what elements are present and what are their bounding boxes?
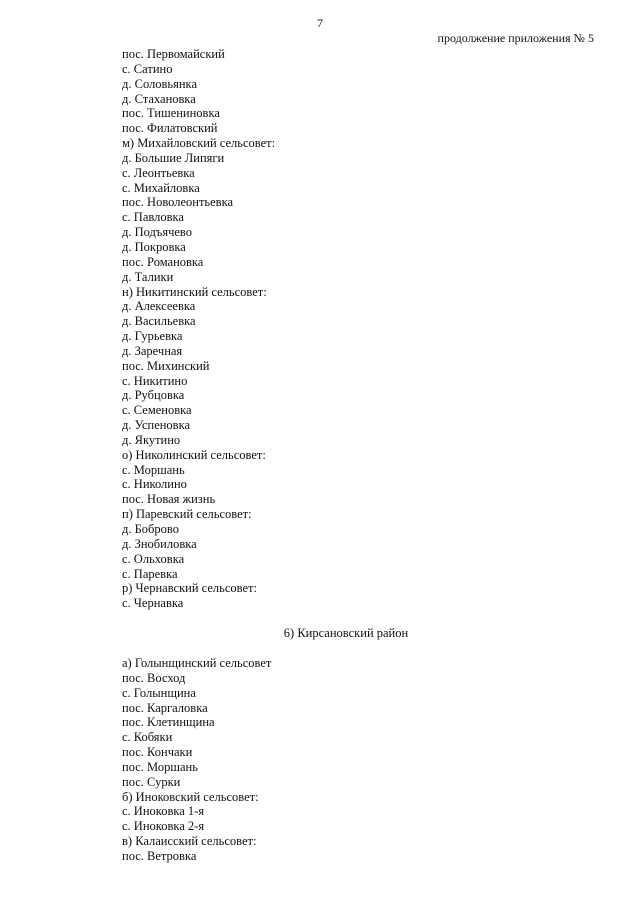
list-item: с. Иноковка 1-я	[122, 804, 205, 819]
list-item: с. Семеновка	[122, 403, 192, 418]
settlement-list-2	[122, 656, 271, 864]
list-item: пос. Михинский	[122, 358, 210, 373]
list-item: с. Паревка	[122, 566, 178, 581]
council-heading: а) Голынщинский сельсовет	[122, 656, 272, 670]
list-item: с. Кобяки	[122, 730, 173, 745]
settlement-list-1	[122, 47, 275, 611]
list-item: с. Ольховка	[122, 551, 185, 566]
list-item: д. Соловьянка	[122, 76, 197, 91]
list-item: пос. Кончаки	[122, 745, 193, 760]
appendix-continuation-note: продолжение приложения № 5	[437, 31, 594, 45]
page-number: 7	[317, 16, 323, 30]
council-heading: п) Паревский сельсовет:	[122, 507, 252, 522]
list-item: д. Заречная	[122, 343, 183, 358]
list-item: пос. Восход	[122, 670, 186, 685]
list-item: с. Голынщина	[122, 685, 196, 700]
list-item: д. Алексеевка	[122, 299, 196, 314]
list-item: пос. Новая жизнь	[122, 492, 216, 507]
list-item: д. Гурьевка	[122, 329, 183, 344]
list-item: с. Чернавка	[122, 596, 184, 611]
list-item: пос. Моршань	[122, 759, 198, 774]
council-heading: м) Михайловский сельсовет:	[122, 136, 276, 151]
list-item: пос. Тишениновка	[122, 106, 220, 121]
section-heading: 6) Кирсановский район	[283, 626, 409, 640]
list-item: д. Успеновка	[122, 418, 191, 433]
list-item: д. Якутино	[122, 432, 181, 447]
list-item: пос. Филатовский	[122, 121, 218, 136]
list-item: с. Леонтьевка	[122, 165, 195, 180]
list-item: д. Талики	[122, 269, 174, 284]
list-item: с. Сатино	[122, 61, 173, 76]
council-heading: р) Чернавский сельсовет:	[122, 581, 257, 596]
list-item: с. Павловка	[122, 210, 184, 225]
list-item: пос. Романовка	[122, 254, 204, 269]
list-item: пос. Клетинщина	[122, 715, 215, 730]
list-item: пос. Сурки	[122, 774, 181, 789]
council-heading: в) Калаисский сельсовет:	[122, 834, 257, 849]
list-item: д. Покровка	[122, 239, 186, 254]
list-item: д. Знобиловка	[122, 536, 197, 551]
council-heading: н) Никитинский сельсовет:	[122, 284, 267, 299]
council-heading: б) Иноковский сельсовет:	[122, 789, 259, 804]
list-item: с. Николино	[122, 477, 187, 492]
list-item: с. Никитино	[122, 373, 188, 388]
list-item: д. Большие Липяги	[122, 150, 225, 165]
list-item: с. Михайловка	[122, 180, 200, 195]
list-item: д. Васильевка	[122, 314, 196, 329]
list-item: пос. Каргаловка	[122, 700, 208, 715]
list-item: с. Иноковка 2-я	[122, 819, 205, 834]
list-item: с. Моршань	[122, 462, 185, 477]
list-item: д. Боброво	[122, 522, 179, 536]
list-item: д. Стахановка	[122, 91, 196, 106]
list-item: пос. Ветровка	[122, 848, 197, 863]
council-heading: о) Николинский сельсовет:	[122, 447, 266, 462]
list-item: д. Рубцовка	[122, 388, 185, 403]
list-item: пос. Первомайский	[122, 47, 225, 61]
list-item: д. Подъячево	[122, 225, 193, 240]
list-item: пос. Новолеонтьевка	[122, 195, 233, 210]
